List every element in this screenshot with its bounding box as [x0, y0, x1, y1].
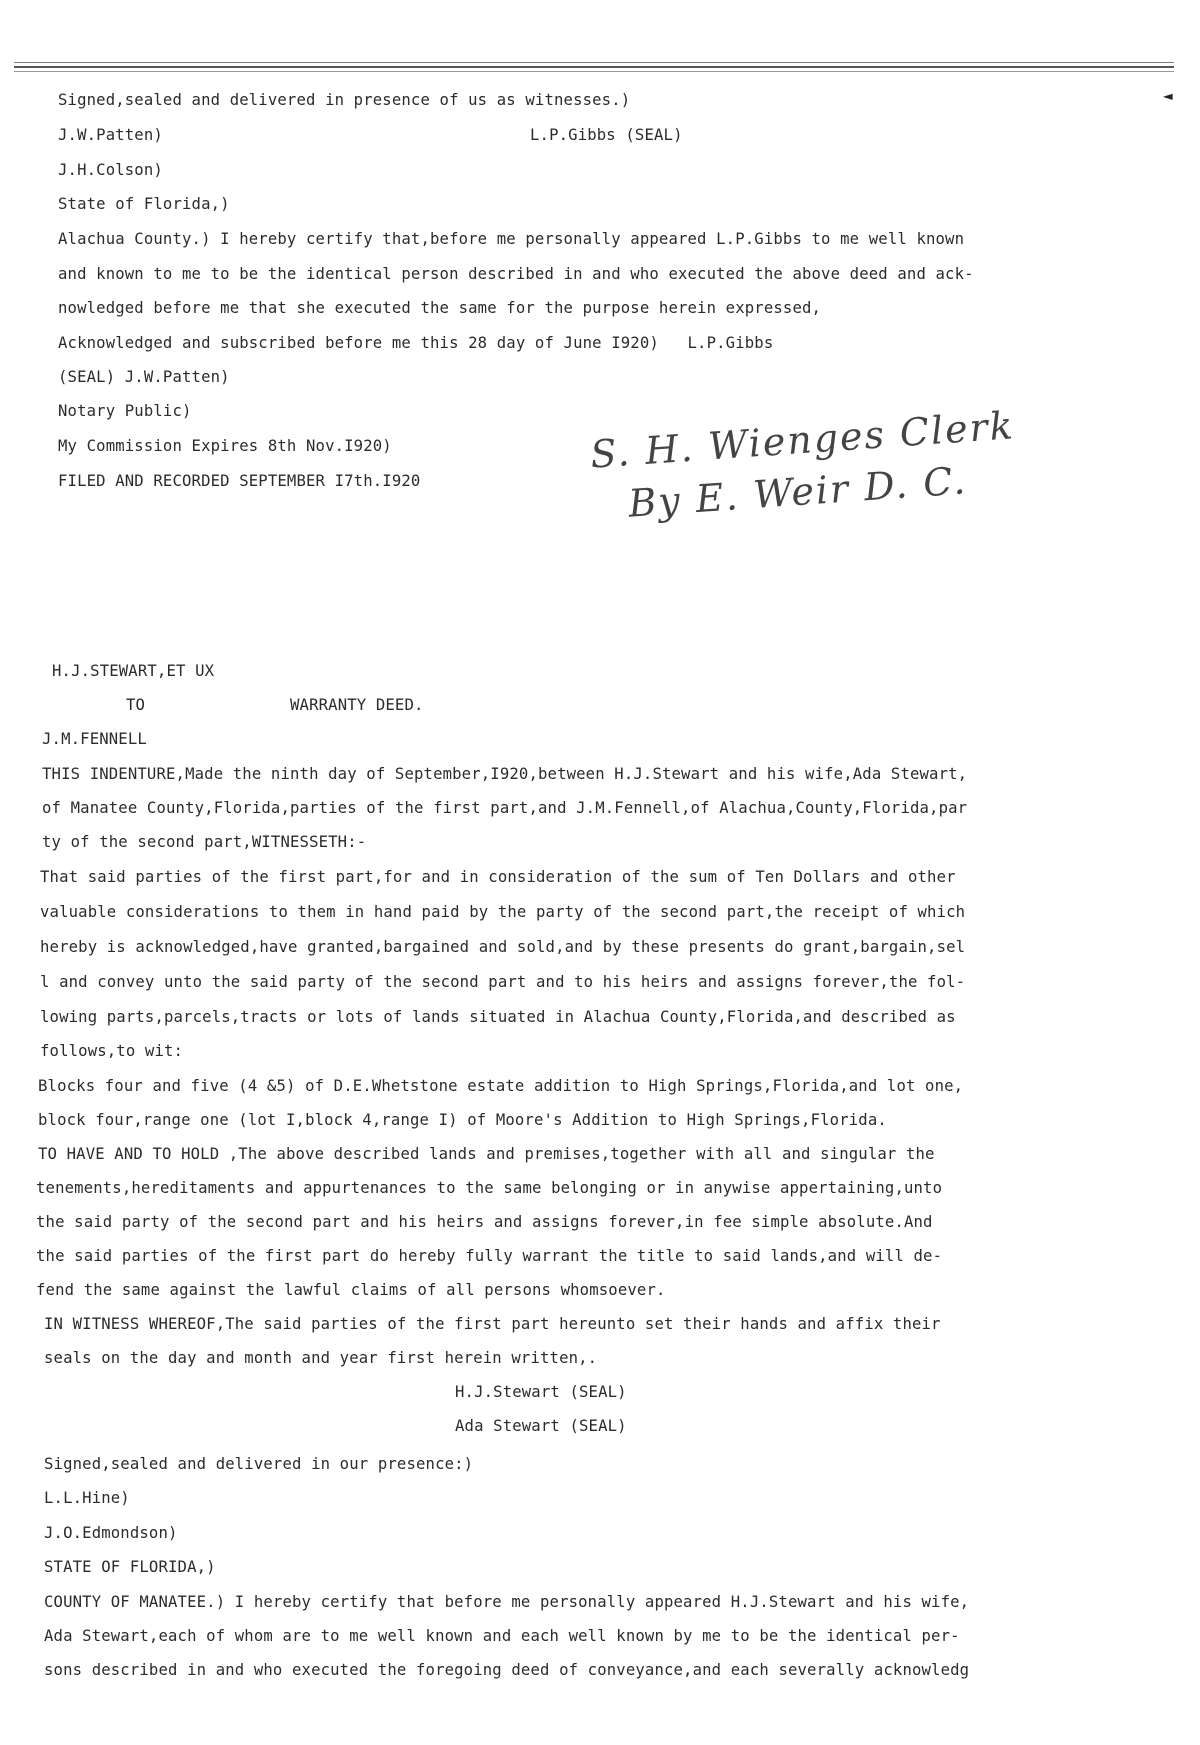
text-line: L.L.Hine) — [44, 1489, 130, 1507]
text-line: WARRANTY DEED. — [290, 696, 424, 714]
text-line: J.O.Edmondson) — [44, 1524, 178, 1542]
text-line: TO HAVE AND TO HOLD ,The above described lands and premises,together with all and singular the — [38, 1145, 935, 1163]
text-line: (SEAL) J.W.Patten) — [58, 368, 230, 386]
text-line: H.J.Stewart (SEAL) — [455, 1383, 627, 1401]
text-line: nowledged before me that she executed the same for the purpose herein expressed, — [58, 299, 822, 317]
text-line: tenements,hereditaments and appurtenances to the same belonging or in anywise appertaining,unto — [36, 1179, 943, 1197]
text-line: l and convey unto the said party of the second part and to his heirs and assigns forever,the fol- — [40, 973, 966, 991]
text-line: TO — [126, 696, 146, 714]
top-rule-thick — [14, 66, 1174, 68]
clerk-signature-line-1: S. H. Wienges Clerk — [588, 403, 1016, 477]
text-line: Signed,sealed and delivered in presence of us as witnesses.) — [58, 91, 631, 109]
text-line: block four,range one (lot I,block 4,range I) of Moore's Addition to High Springs,Florida. — [38, 1111, 887, 1129]
text-line: and known to me to be the identical person described in and who executed the above deed and ack- — [58, 265, 974, 283]
top-rule-thin — [14, 71, 1174, 72]
text-line: ty of the second part,WITNESSETH:- — [42, 833, 367, 851]
text-line: Acknowledged and subscribed before me this 28 day of June I920) L.P.Gibbs — [58, 334, 774, 352]
text-line: Ada Stewart (SEAL) — [455, 1417, 627, 1435]
text-line: Signed,sealed and delivered in our presence:) — [44, 1455, 474, 1473]
text-line: the said parties of the first part do hereby fully warrant the title to said lands,and will de- — [36, 1247, 943, 1265]
text-line: THIS INDENTURE,Made the ninth day of September,I920,between H.J.Stewart and his wife,Ada Stewart, — [42, 765, 968, 783]
text-line: Ada Stewart,each of whom are to me well known and each well known by me to be the identical per- — [44, 1627, 960, 1645]
text-line: My Commission Expires 8th Nov.I920) — [58, 437, 392, 455]
text-line: H.J.STEWART,ET UX — [52, 662, 215, 680]
text-line: follows,to wit: — [40, 1042, 184, 1060]
text-line: FILED AND RECORDED SEPTEMBER I7th.I920 — [58, 472, 421, 490]
text-line: Alachua County.) I hereby certify that,before me personally appeared L.P.Gibbs to me well known — [58, 230, 965, 248]
text-line: sons described in and who executed the foregoing deed of conveyance,and each severally acknowledg — [44, 1661, 970, 1679]
text-line: That said parties of the first part,for and in consideration of the sum of Ten Dollars and other — [40, 868, 956, 886]
text-line: COUNTY OF MANATEE.) I hereby certify that before me personally appeared H.J.Stewart and his wife, — [44, 1593, 970, 1611]
text-line: Notary Public) — [58, 402, 192, 420]
text-line: L.P.Gibbs (SEAL) — [530, 126, 683, 144]
text-line: the said party of the second part and his heirs and assigns forever,in fee simple absolute.And — [36, 1213, 933, 1231]
text-line: hereby is acknowledged,have granted,bargained and sold,and by these presents do grant,bargain,sel — [40, 938, 966, 956]
text-line: fend the same against the lawful claims of all persons whomsoever. — [36, 1281, 666, 1299]
text-line: IN WITNESS WHEREOF,The said parties of the first part hereunto set their hands and affix their — [44, 1315, 941, 1333]
corner-mark-icon: ◄ — [1163, 86, 1173, 105]
text-line: of Manatee County,Florida,parties of the first part,and J.M.Fennell,of Alachua,County,Florida,par — [42, 799, 968, 817]
top-rule — [14, 62, 1174, 63]
text-line: J.W.Patten) — [58, 126, 163, 144]
text-line: STATE OF FLORIDA,) — [44, 1558, 216, 1576]
text-line: Blocks four and five (4 &5) of D.E.Whetstone estate addition to High Springs,Florida,and lot one, — [38, 1077, 964, 1095]
text-line: J.H.Colson) — [58, 161, 163, 179]
clerk-signature-line-2: By E. Weir D. C. — [626, 458, 969, 526]
text-line: State of Florida,) — [58, 195, 230, 213]
text-line: seals on the day and month and year first herein written,. — [44, 1349, 598, 1367]
text-line: J.M.FENNELL — [42, 730, 147, 748]
text-line: lowing parts,parcels,tracts or lots of lands situated in Alachua County,Florida,and described as — [40, 1008, 956, 1026]
text-line: valuable considerations to them in hand paid by the party of the second part,the receipt of which — [40, 903, 966, 921]
